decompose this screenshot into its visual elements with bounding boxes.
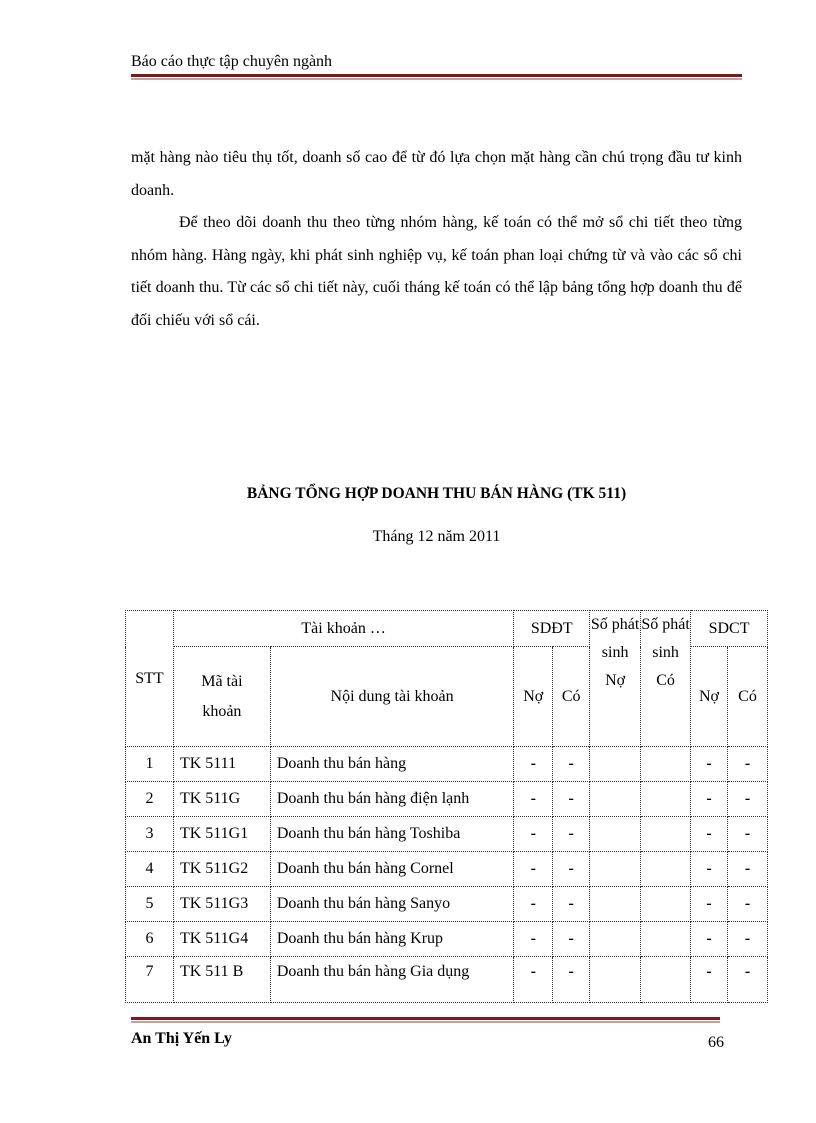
header-sdct-no: Nợ [691, 647, 728, 747]
row-sddt-no: - [514, 817, 553, 852]
row-account-code: TK 511 B [173, 957, 270, 1003]
header-ps-co: Số phát sinh Có [641, 611, 691, 747]
table-title: BẢNG TỔNG HỢP DOANH THU BÁN HÀNG (TK 511) [246, 485, 627, 502]
header-account-group: Tài khoản … [173, 611, 513, 647]
footer-divider [131, 1017, 720, 1023]
row-account-content: Doanh thu bán hàng Gia dụng [270, 957, 513, 1003]
row-sddt-no: - [514, 957, 553, 1003]
table-row [126, 747, 768, 782]
row-account-code: TK 511G [173, 782, 270, 817]
paragraph-1: mặt hàng nào tiêu thụ tốt, doanh số cao để từ đó lựa chọn mặt hàng cần chú trọng đầu tư kinh doanh. [131, 149, 742, 199]
row-sddt-no: - [514, 922, 553, 957]
row-stt: 2 [126, 782, 174, 817]
report-header-title: Báo cáo thực tập chuyên ngành [131, 53, 333, 70]
row-sdct-no: - [691, 957, 728, 1003]
row-account-code: TK 5111 [173, 747, 270, 782]
row-sdct-no: - [691, 747, 728, 782]
row-ps-no [590, 957, 641, 1003]
row-ps-no [590, 852, 641, 887]
table-row [126, 922, 768, 957]
row-sdct-co: - [727, 782, 767, 817]
row-account-content: Doanh thu bán hàng Krup [270, 922, 513, 957]
row-sddt-co: - [553, 747, 590, 782]
header-stt: STT [126, 611, 174, 747]
row-account-code: TK 511G4 [173, 922, 270, 957]
row-account-code: TK 511G3 [173, 887, 270, 922]
row-ps-no [590, 922, 641, 957]
row-account-content: Doanh thu bán hàng Cornel [270, 852, 513, 887]
row-sddt-no: - [514, 887, 553, 922]
header-sddt-no: Nợ [514, 647, 553, 747]
row-ps-co [641, 852, 691, 887]
row-sdct-co: - [727, 922, 767, 957]
row-sddt-co: - [553, 817, 590, 852]
row-sdct-no: - [691, 817, 728, 852]
row-ps-co [641, 957, 691, 1003]
table-row [126, 782, 768, 817]
row-ps-no [590, 817, 641, 852]
header-sddt: SDĐT [514, 611, 590, 647]
row-account-content: Doanh thu bán hàng Toshiba [270, 817, 513, 852]
table-row [126, 817, 768, 852]
header-sdct: SDCT [691, 611, 768, 647]
row-ps-no [590, 782, 641, 817]
header-divider [131, 74, 742, 80]
row-sdct-no: - [691, 782, 728, 817]
table-row [126, 852, 768, 887]
page-number: 66 [708, 1034, 724, 1051]
row-sdct-no: - [691, 922, 728, 957]
row-stt: 5 [126, 887, 174, 922]
row-ps-co [641, 747, 691, 782]
row-account-content: Doanh thu bán hàng [270, 747, 513, 782]
table-row [126, 957, 768, 1003]
table-header-row-1 [126, 611, 768, 647]
row-sdct-no: - [691, 887, 728, 922]
row-ps-no [590, 887, 641, 922]
header-account-code: Mã tài khoản [173, 647, 270, 747]
body-text [131, 142, 742, 337]
row-stt: 1 [126, 747, 174, 782]
footer-author: An Thị Yến Ly [131, 1030, 232, 1047]
row-ps-no [590, 747, 641, 782]
table-subtitle: Tháng 12 năm 2011 [372, 528, 501, 545]
row-sddt-co: - [553, 887, 590, 922]
row-account-code: TK 511G2 [173, 852, 270, 887]
table-row [126, 887, 768, 922]
row-stt: 6 [126, 922, 174, 957]
header-ps-no: Số phát sinh Nợ [590, 611, 641, 747]
row-sddt-no: - [514, 852, 553, 887]
row-sdct-co: - [727, 887, 767, 922]
row-sddt-co: - [553, 922, 590, 957]
row-sddt-co: - [553, 957, 590, 1003]
row-sdct-co: - [727, 817, 767, 852]
row-sddt-co: - [553, 852, 590, 887]
row-account-content: Doanh thu bán hàng điện lạnh [270, 782, 513, 817]
row-sdct-no: - [691, 852, 728, 887]
row-sddt-no: - [514, 782, 553, 817]
header-sddt-co: Có [553, 647, 590, 747]
row-ps-co [641, 887, 691, 922]
row-sdct-co: - [727, 957, 767, 1003]
row-sdct-co: - [727, 747, 767, 782]
row-stt: 3 [126, 817, 174, 852]
row-stt: 7 [126, 957, 174, 1003]
row-ps-co [641, 817, 691, 852]
row-account-code: TK 511G1 [173, 817, 270, 852]
row-ps-co [641, 782, 691, 817]
row-sddt-co: - [553, 782, 590, 817]
row-ps-co [641, 922, 691, 957]
revenue-summary-table [125, 610, 768, 1003]
row-sddt-no: - [514, 747, 553, 782]
row-account-content: Doanh thu bán hàng Sanyo [270, 887, 513, 922]
header-account-content: Nội dung tài khoản [270, 647, 513, 747]
row-sdct-co: - [727, 852, 767, 887]
row-stt: 4 [126, 852, 174, 887]
header-sdct-co: Có [727, 647, 767, 747]
paragraph-2: Để theo dõi doanh thu theo từng nhóm hàng, kế toán có thể mở sổ chi tiết theo từng nhóm hàng. Hàng ngày, khi phát sinh nghiệp vụ, kế toán phan loại chứng từ và vào các sổ chi tiết doanh thu. Từ các sổ chi tiết này, cuối tháng kế toán có thể lập bảng tổng hợp doanh thu để đối chiếu với sổ cái. [131, 214, 742, 329]
